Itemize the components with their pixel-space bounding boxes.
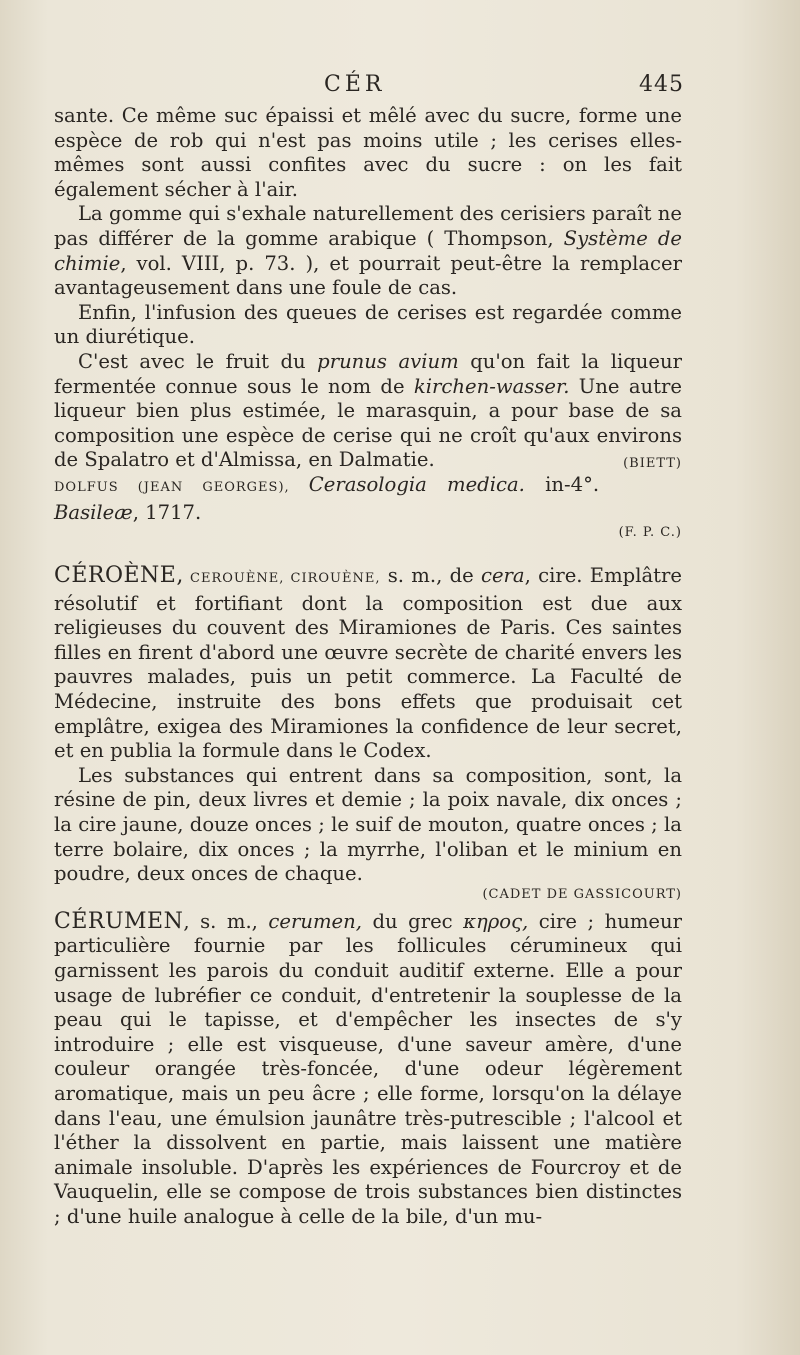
entry-title: CÉRUMEN [54, 908, 184, 934]
entry-ceroene: CÉROÈNE, CEROUÈNE, CIROUÈNE, s. m., de cera, cire. Emplâtre résolutif et fortifiant dont la composition est due aux religieuses du couvent des Miramiones de Paris. Ces saintes filles en firent d'abord une œuvre secrète de charité envers les pauvres malades, puis un petit commerce. La Faculté de Médecine, instruite des bons effets que produisait cet emplâtre, exigea des Miramiones la confidence de leur secret, et en publia la formule dans le Codex. [54, 563, 682, 763]
author-signature: (CADET DE GASSICOURT) [482, 886, 682, 902]
paragraph-cerise-suc: sante. Ce même suc épaissi et mêlé avec du sucre, forme une espèce de rob qui n'est pas moins utile ; les cerises elles-mêmes sont aussi confites avec du sucre : on les fait également sécher à l'air. [54, 104, 682, 201]
paragraph-gomme: La gomme qui s'exhale naturellement des cerisiers paraît ne pas différer de la gomme arabique ( Thompson, Système de chimie, vol. VIII, p. 73. ), et pourrait peut-être la remplacer avantageusement dans une foule de cas. [54, 202, 683, 300]
page-number: 445 [639, 72, 684, 97]
paragraph-composition: Les substances qui entrent dans sa composition, sont, la résine de pin, deux livres et demie ; la poix navale, dix onces ; la cire jaune, douze onces ; le suif de mouton, quatre onces ; la terre bolaire, dix onces ; la myrrhe, l'oliban et le minium en poudre, deux onces de chaque. [54, 763, 682, 886]
entry-title: CÉROÈNE, [54, 563, 184, 589]
running-head: CÉR [324, 72, 386, 97]
paragraph-liqueur: C'est avec le fruit du prunus avium qu'on fait la liqueur fermentée connue sous le nom de kirchen-wasser. Une autre liqueur bien plus estimée, le marasquin, a pour base de sa composition une espèce de cerise qui ne croît qu'aux environs de Spalatro et d'Almissa, en Dalmatie. (BIETT) [54, 350, 682, 473]
paragraph-infusion: Enfin, l'infusion des queues de cerises est regardée comme un diurétique. [54, 300, 682, 349]
bibliography-signature: (F. P. C.) [618, 525, 682, 541]
bibliography-entry: DOLFUS (JEAN GEORGES), Cerasologia medica. in-4°. Basileæ, 1717. [54, 472, 600, 524]
entry-cerumen: CÉRUMEN, s. m., cerumen, du grec κηρος, cire ; humeur particulière fournie par les follicules cérumineux qui garnissent les parois du conduit auditif externe. Elle a pour usage de lubréfier ce conduit, d'entretenir la souplesse de la peau qui le tapisse, et d'empêcher les insectes de s'y introduire ; elle est visqueuse, d'une saveur amère, d'une couleur orangée très-foncée, d'une odeur légèrement aromatique, mais un peu âcre ; elle forme, lorsqu'on la délaye dans l'eau, une émulsion jaunâtre très-putrescible ; l'alcool et l'éther la dissolvent en partie, mais laissent une matière animale insoluble. D'après les expériences de Fourcroy et de Vauquelin, elle se compose de trois substances bien distinctes ; d'une huile analogue à celle de la bile, d'un mu- [54, 908, 683, 1228]
page-header [54, 66, 682, 104]
page-body [54, 104, 682, 1230]
spacer [54, 540, 682, 564]
author-signature: (BIETT) [623, 456, 682, 472]
